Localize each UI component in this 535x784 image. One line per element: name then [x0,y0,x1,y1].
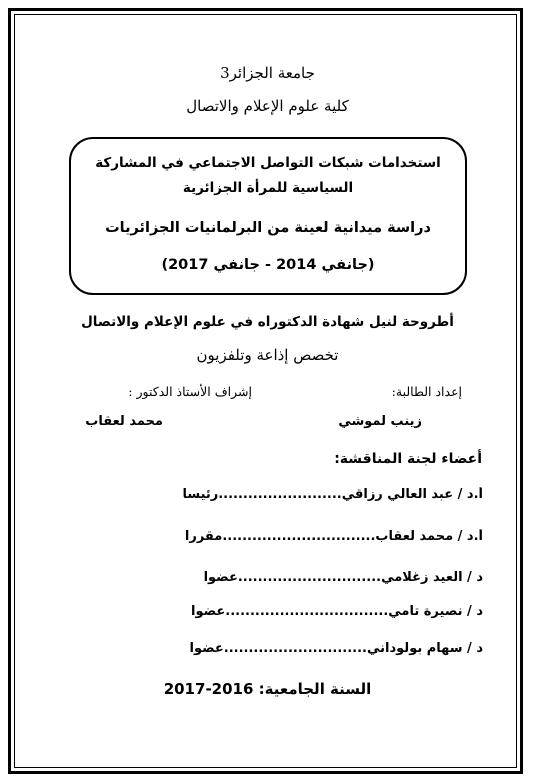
thesis-title: استخدامات شبكات التواصل الاجتماعي في المشاركة السياسية للمرأة الجزائرية [95,155,441,196]
thesis-subtitle: دراسة ميدانية لعينة من البرلمانيات الجزائريات [105,220,431,236]
supervised-by-label: إشراف الأستاذ الدكتور : [128,384,252,399]
supervisor-name: محمد لعقاب [85,414,163,429]
committee-title: أعضاء لجنة المناقشة: [334,451,482,467]
prepared-by-label: إعداد الطالبة: [391,384,462,399]
student-name: زينب لموشي [338,414,422,429]
academic-year: السنة الجامعية: 2016-2017 [163,680,372,698]
title-box [69,137,467,295]
committee-member: د / العيد زغلامي.............................عضوا [203,570,483,585]
committee-member: د / نصيرة تامي.................................عضوا [191,604,483,619]
committee-member: د / سهام بولوداني.............................عضوا [189,641,483,656]
university-name: جامعة الجزائر3 [220,64,315,82]
study-period: (جانفي 2014 - جانفي 2017) [161,257,375,273]
faculty-name: كلية علوم الإعلام والاتصال [186,97,349,115]
committee-member: أ.د / عبد العالي رزاقي.........................رئيسا [182,487,483,502]
specialization: تخصص إذاعة وتلفزيون [196,346,339,364]
committee-member: أ.د / محمد لعقاب...............................مقررا [184,529,483,544]
thesis-statement: أطروحة لنيل شهادة الدكتوراه في علوم الإعلام والاتصال [81,314,454,330]
